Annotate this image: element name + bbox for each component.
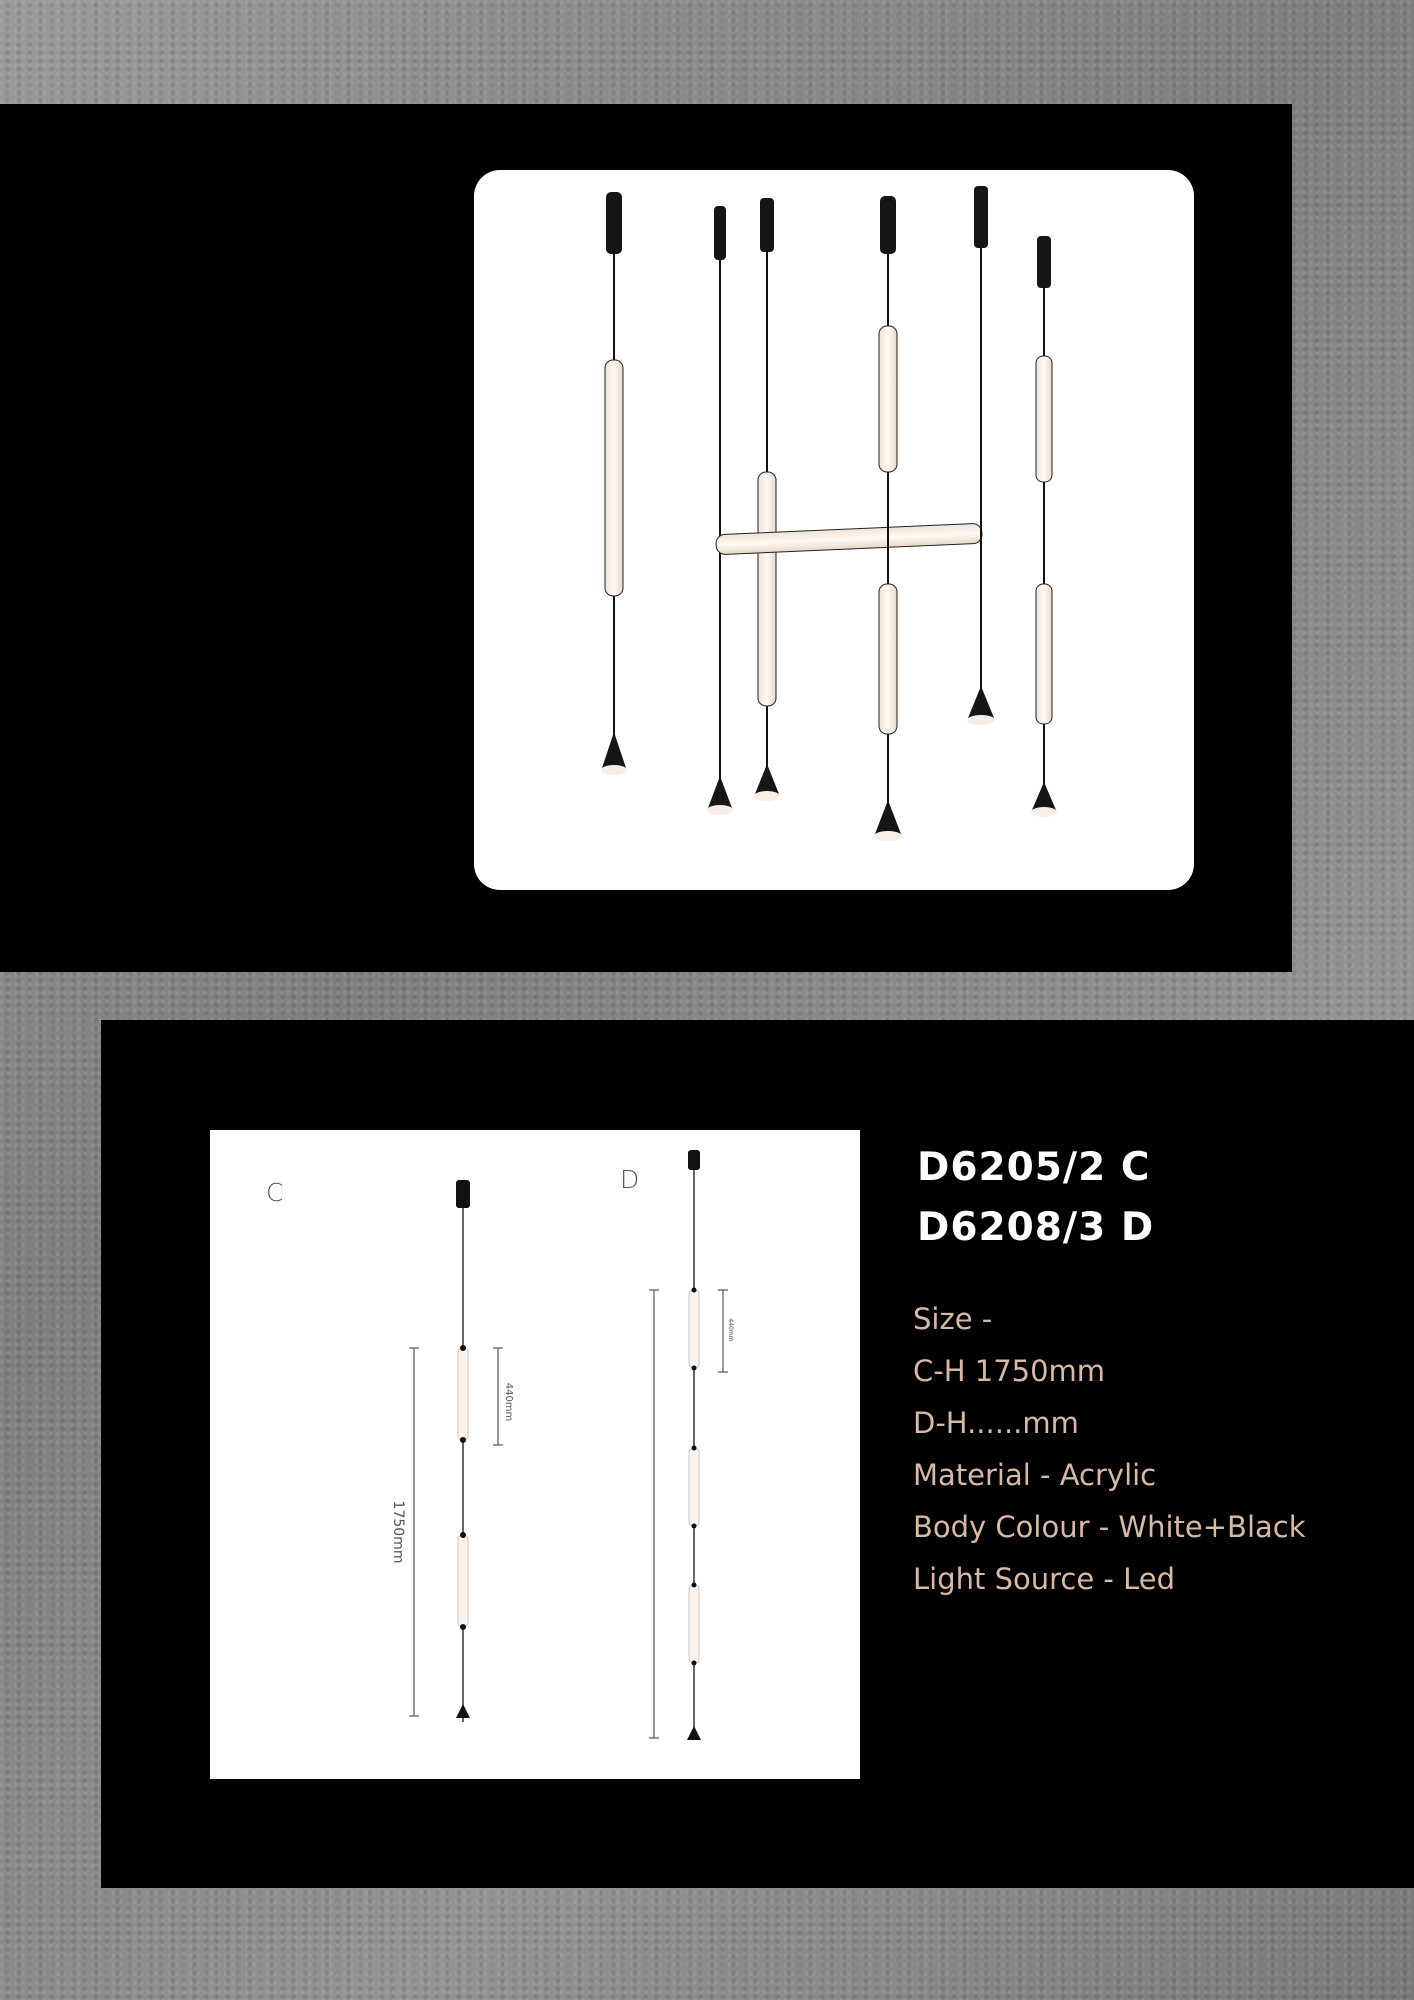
pendant-6 [1031, 236, 1057, 817]
model-code-d: D6208/3 D [917, 1205, 1155, 1250]
spec-list [913, 1293, 1306, 1605]
pendant-c-drawing [409, 1180, 503, 1722]
spec-height-d: D-H......mm [913, 1406, 1079, 1440]
spec-light-source: Light Source - Led [913, 1562, 1175, 1596]
model-code-c: D6205/2 C [917, 1145, 1151, 1190]
dimension-diagram [210, 1130, 860, 1779]
pendant-1 [601, 192, 627, 775]
spec-body-colour: Body Colour - White+Black [913, 1510, 1306, 1544]
pendant-2 [707, 206, 733, 815]
dim-total-c: 1750mm [390, 1500, 406, 1564]
pendant-3 [754, 198, 780, 801]
spec-height-c: C-H 1750mm [913, 1354, 1106, 1388]
label-c: C [266, 1178, 284, 1207]
spec-size-heading: Size - [913, 1302, 993, 1336]
pendant-4 [874, 196, 902, 841]
model-codes [917, 1138, 1154, 1258]
pendant-d-drawing [649, 1150, 728, 1740]
product-photo [474, 170, 1194, 890]
dim-segment-c: 440mm [503, 1382, 514, 1422]
dim-segment-d: 440mm [727, 1318, 734, 1342]
label-d: D [620, 1165, 640, 1194]
dimension-drawing [210, 1130, 860, 1779]
pendant-lights-illustration [474, 170, 1194, 890]
horizontal-tube [716, 523, 983, 555]
spec-material: Material - Acrylic [913, 1458, 1157, 1492]
pendant-5 [967, 186, 995, 725]
